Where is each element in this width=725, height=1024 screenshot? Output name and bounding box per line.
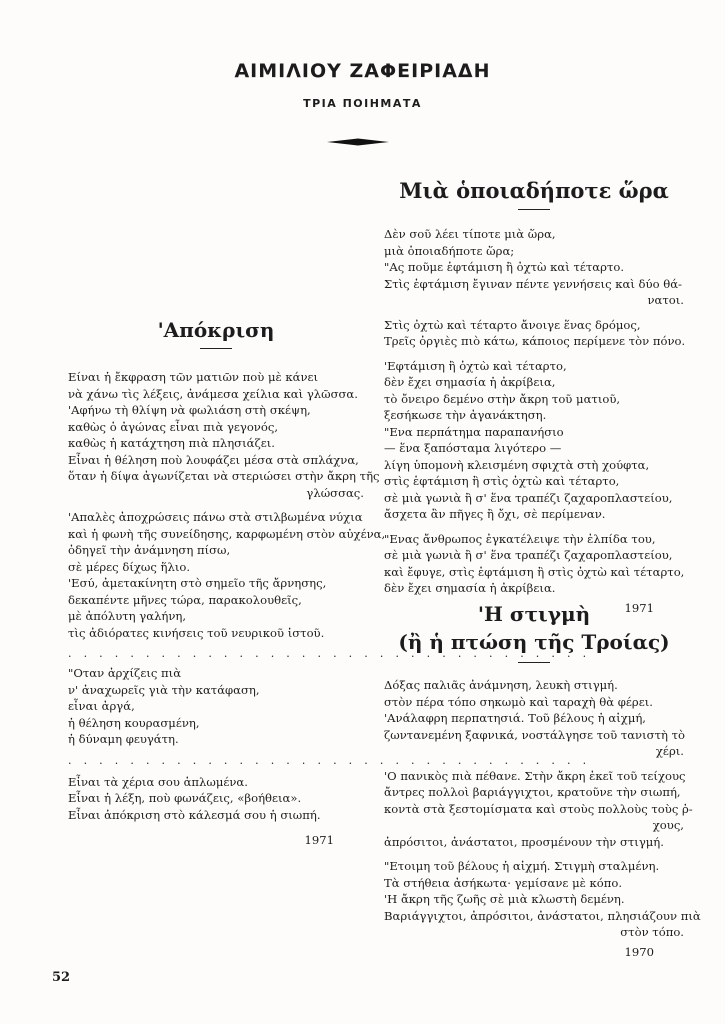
verse-line: Δόξας παλιᾶς ἀνάμνηση, λευκὴ στιγμή. <box>384 678 618 692</box>
poem-year: 1971 <box>624 600 654 615</box>
dotted-separator: . . . . . . . . . . . . . . . . . . . . . . . . . . . . . . . . . . <box>68 647 591 660</box>
verse-line: Στὶς ἑφτάμιση ἔγιναν πέντε γεννήσεις καὶ δύο θά- <box>384 276 682 291</box>
page-number: 52 <box>52 970 71 985</box>
stanza <box>384 677 684 760</box>
verse-line: ὅταν ἡ δίψα ἀγωνίζεται νὰ στεριώσει στὴν ἄκρη τῆς <box>68 469 380 483</box>
verse-line: ξεσήκωσε τὴν ἀγανάκτηση. <box>384 408 547 422</box>
verse-line-continuation: χους, <box>652 818 684 832</box>
verse-line: νὰ χάνω τὶς λέξεις, ἀνάμεσα χείλια καὶ γλῶσσα. <box>68 386 358 401</box>
verse-line: τὸ ὄνειρο δεμένο στὴν ἄκρη τοῦ ματιοῦ, <box>384 391 621 406</box>
verse-line: καὶ ἔφυγε, στὶς ἑφτάμιση ἢ στὶς ὀχτὼ καὶ τέταρτο, <box>384 564 685 579</box>
verse-line: σὲ μιὰ γωνιὰ ἢ σ' ἕνα τραπέζι ζαχαροπλαστείου, <box>384 548 673 562</box>
poem-title-stigmi: 'Η στιγμὴ <box>477 602 591 626</box>
poem-title-mia-ora: Μιὰ ὁποιαδήποτε ὥρα <box>399 178 669 203</box>
stanza <box>68 665 364 748</box>
verse-line: καὶ ἡ φωνὴ τῆς συνείδησης, καρφωμένη στὸν αὐχένα, <box>68 526 386 541</box>
verse-line: ὁδηγεῖ τὴν ἀνάμνηση πίσω, <box>68 543 231 557</box>
stanza <box>384 768 693 851</box>
verse-line: στὶς ἑφτάμιση ἢ στὶς ὀχτὼ καὶ τέταρτο, <box>384 474 620 488</box>
verse-line: ἄντρες πολλοὶ βαριάγγιχτοι, κρατοῦνε τὴν σιωπή, <box>384 785 681 799</box>
verse-line: Εἶναι ἡ λέξη, ποὺ φωνάζεις, «βοήθεια». <box>68 791 302 805</box>
verse-line: 'Εσύ, ἀμετακίνητη στὸ σημεῖο τῆς ἄρνησης, <box>68 576 327 590</box>
verse-line: 'Αφήνω τὴ θλίψη νὰ φωλιάση στὴ σκέψη, <box>68 403 311 417</box>
verse-line: "Ας ποῦμε ἑφτάμιση ἢ ὀχτὼ καὶ τέταρτο. <box>384 260 625 274</box>
verse-line: Εἶναι ἡ θέληση ποὺ λουφάζει μέσα στὰ σπλάχνα, <box>68 452 359 467</box>
ornament-divider <box>327 138 389 146</box>
poem-i-stigmi <box>384 600 701 959</box>
poem-year: 1971 <box>304 833 334 847</box>
verse-line: "Οταν ἀρχίζεις πιὰ <box>68 666 182 680</box>
verse-line: ἡ δύναμη φευγάτη. <box>68 732 179 746</box>
verse-line: ἄσχετα ἂν πῆγες ἢ ὄχι, σὲ περίμεναν. <box>384 507 606 521</box>
poem-mia-opoiadipote-ora <box>384 178 684 615</box>
stanza <box>384 858 701 941</box>
verse-line: καθὼς ὁ ἀγώνας εἶναι πιὰ γεγονός, <box>68 419 279 434</box>
verse-line: Δὲν σοῦ λέει τίποτε μιὰ ὥρα, <box>384 227 556 241</box>
verse-line-continuation: χέρι. <box>655 744 684 758</box>
verse-line: καθὼς ἡ κατάχτηση πιὰ πλησιάζει. <box>68 436 275 450</box>
stanza <box>384 358 684 523</box>
verse-line: δὲν ἔχει σημασία ἡ ἀκρίβεια, <box>384 375 556 389</box>
verse-line: λίγη ὑπομονὴ κλεισμένη σφιχτὰ στὴ χούφτα, <box>384 457 650 472</box>
verse-line: "Ετοιμη τοῦ βέλους ἡ αἰχμή. Στιγμὴ σταλμένη. <box>384 859 660 873</box>
verse-line: ἀπρόσιτοι, ἀνάστατοι, προσμένουν τὴν στιγμή. <box>384 834 664 849</box>
verse-line-continuation: στὸν τόπο. <box>620 925 684 939</box>
verse-line: Βαριάγγιχτοι, ἀπρόσιτοι, ἀνάστατοι, πλησιάζουν πιὰ <box>384 908 701 923</box>
verse-line: σὲ μέρες δίχως ἥλιο. <box>68 559 191 574</box>
verse-line-continuation: γλώσσας. <box>306 485 364 500</box>
verse-line: στὸν πέρα τόπο σηκωμὸ καὶ ταραχὴ θὰ φέρει. <box>384 694 653 709</box>
stanza <box>68 369 380 501</box>
author-heading: ΑΙΜΙΛΙΟΥ ΖΑΦΕΙΡΙΑΔΗ <box>234 60 491 82</box>
verse-line: 'Απαλὲς ἀποχρώσεις πάνω στὰ στιλβωμένα νύχια <box>68 510 363 524</box>
verse-line: "Ενας ἄνθρωπος ἐγκατέλειψε τὴν ἐλπίδα του, <box>384 531 656 546</box>
verse-line: Είναι ἡ ἔκφραση τῶν ματιῶν ποὺ μὲ κάνει <box>68 370 319 384</box>
poem-subtitle-ptosi-troias: (ἢ ἡ πτώση τῆς Τροίας) <box>398 630 670 654</box>
verse-line: 'Ανάλαφρη περπατησιά. Τοῦ βέλους ἡ αἰχμή, <box>384 711 646 725</box>
stanza <box>384 226 684 309</box>
verse-line-continuation: νατοι. <box>647 293 684 307</box>
verse-line: 'Ο πανικὸς πιὰ πέθανε. Στὴν ἄκρη ἐκεῖ τοῦ τείχους <box>384 768 686 783</box>
verse-line: τὶς ἀδιόρατες κινήσεις τοῦ νευρικοῦ ἱστοῦ. <box>68 625 325 640</box>
verse-line: — ἕνα ξαπόσταμα λιγότερο — <box>384 441 562 455</box>
stanza <box>384 531 684 597</box>
stanza <box>68 509 386 641</box>
verse-line: Τρεῖς ὀργιὲς πιὸ κάτω, κάποιος περίμενε τὸν πόνο. <box>384 334 686 348</box>
verse-line: μιὰ ὁποιαδήποτε ὥρα; <box>384 243 515 258</box>
verse-line: μὲ ἀπόλυτη γαλήνη, <box>68 609 187 623</box>
verse-line: 'Η ἄκρη τῆς ζωῆς σὲ μιὰ κλωστὴ δεμένη. <box>384 892 625 906</box>
verse-line: ζωντανεμένη ξαφνικά, νοστάλγησε τοῦ τανιστὴ τὸ <box>384 727 686 742</box>
verse-line: κοντὰ στὰ ξεστομίσματα καὶ στοὺς πολλοὺς τοὺς ῥ- <box>384 801 693 816</box>
verse-line: Εἶναι τὰ χέρια σου ἁπλωμένα. <box>68 774 248 789</box>
verse-line: 'Εφτάμιση ἢ ὀχτὼ καὶ τέταρτο, <box>384 358 567 373</box>
verse-line: σὲ μιὰ γωνιὰ ἢ σ' ἕνα τραπέζι ζαχαροπλαστείου, <box>384 490 673 505</box>
verse-line: Στὶς ὀχτὼ καὶ τέταρτο ἄνοιγε ἕνας δρόμος, <box>384 317 641 332</box>
poem-title-apokrisi: 'Απόκριση <box>157 318 275 342</box>
stanza <box>384 317 684 350</box>
verse-line: εἶναι ἀργά, <box>68 699 135 713</box>
verse-line: ἡ θέληση κουρασμένη, <box>68 715 200 730</box>
poem-year: 1970 <box>624 944 654 959</box>
verse-line: δεκαπέντε μῆνες τώρα, παρακολουθεῖς, <box>68 592 302 607</box>
verse-line: δὲν ἔχει σημασία ἡ ἀκρίβεια. <box>384 581 556 595</box>
dotted-separator: . . . . . . . . . . . . . . . . . . . . . . . . . . . . . . . . . . <box>68 753 591 767</box>
verse-line: "Ενα περπάτημα παραπανήσιο <box>384 424 564 439</box>
verse-line: Τὰ στήθεια ἀσήκωτα· γεμίσανε μὲ κόπο. <box>384 875 623 890</box>
verse-line: ν' ἀναχωρεῖς γιὰ τὴν κατάφαση, <box>68 682 260 697</box>
collection-subtitle: ΤΡΙΑ ΠΟΙΗΜΑΤΑ <box>303 97 422 110</box>
stanza <box>68 774 364 824</box>
verse-line: Εἶναι ἀπόκριση στὸ κάλεσμά σου ἡ σιωπή. <box>68 807 321 822</box>
